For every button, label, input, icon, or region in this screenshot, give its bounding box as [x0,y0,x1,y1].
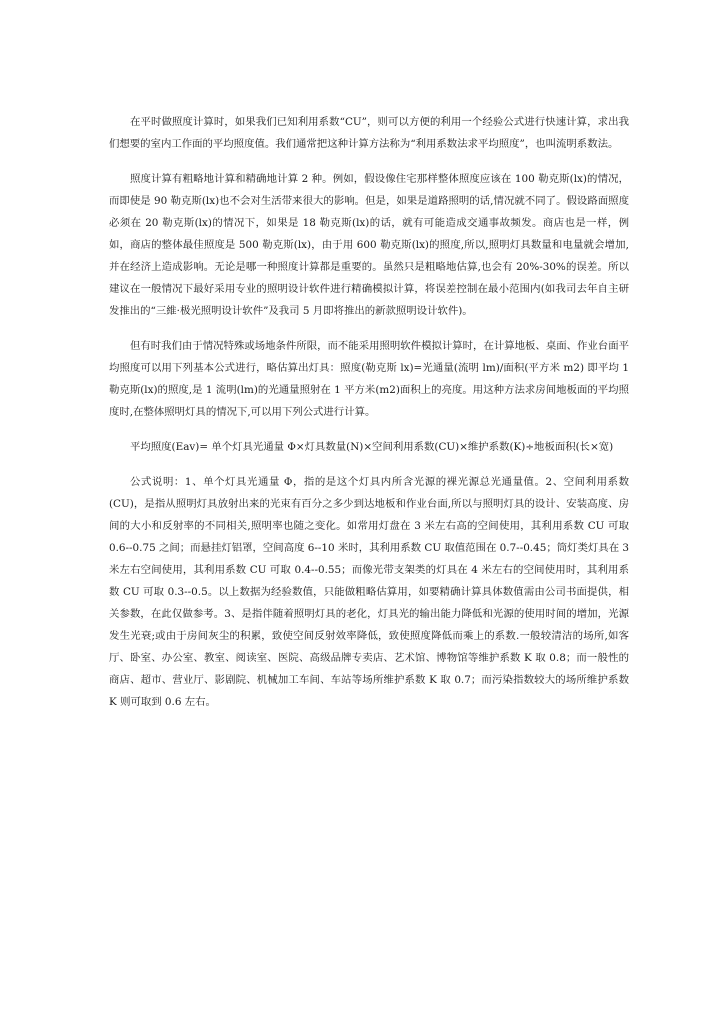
paragraph-average-illuminance-formula: 平均照度(Eav)= 单个灯具光通量 Φ×灯具数量(N)×空间利用系数(CU)×维护系数(K)÷地板面积(长×宽) [130,441,614,453]
paragraph-basic-formula: 但有时我们由于情况特殊或场地条件所限，而不能采用照明软件模拟计算时，在计算地板、桌面、作业台面平均照度可以用下列基本公式进行，略估算出灯具：照度(勒克斯 lx)=光通量(流明 lm)/面积(平方米 m2) 即平均 1 勒克斯(lx)的照度,是 1 流明(lm)的光通量照射在 1 平方米(m2)面积上的亮度。用这种方法求房间地板面的平均照度时,在整体照明灯具的情况下,可以用下列公式进行计算。 [109,340,629,418]
paragraph-formula-explanation: 公式说明：1、单个灯具光通量 Φ，指的是这个灯具内所含光源的裸光源总光通量值。2、空间利用系数(CU)，是指从照明灯具放射出来的光束有百分之多少到达地板和作业台面,所以与照明灯具的设计、安装高度、房间的大小和反射率的不同相关,照明率也随之变化。如常用灯盘在 3 米左右高的空间使用，其利用系数 CU 可取 0.6--0.75 之间；而悬挂灯铝罩，空间高度 6--10 米时，其利用系数 CU 取值范围在 0.7--0.45；筒灯类灯具在 3 米左右空间使用，其利用系数 CU 可取 0.4--0.55；而像光带支架类的灯具在 4 米左右的空间使用时，其利用系数 CU 可取 0.3--0.5。以上数据为经验数值，只能做粗略估算用，如要精确计算具体数值需由公司书面提供，相关参数，在此仅做参考。3、是指伴随着照明灯具的老化，灯具光的输出能力降低和光源的使用时间的增加，光源发生光衰;或由于房间灰尘的积累，致使空间反射效率降低，致使照度降低而乘上的系数.一般较清洁的场所,如客厅、卧室、办公室、教室、阅读室、医院、高级品牌专卖店、艺术馆、博物馆等维护系数 K 取 0.8；而一般性的商店、超市、营业厅、影剧院、机械加工车间、车站等场所维护系数 K 取 0.7；而污染指数较大的场所维护系数 K 则可取到 0.6 左右。 [109,476,629,708]
document-body [109,111,629,726]
paragraph-intro: 在平时做照度计算时，如果我们已知利用系数“CU”，则可以方便的利用一个经验公式进行快速计算，求出我们想要的室内工作面的平均照度值。我们通常把这种计算方法称为“利用系数法求平均照度”，也叫流明系数法。 [109,116,629,150]
paragraph-calculation-types: 照度计算有粗略地计算和精确地计算 2 种。例如，假设像住宅那样整体照度应该在 100 勒克斯(lx)的情况，而即使是 90 勒克斯(lx)也不会对生活带来很大的影响。但是，如果是道路照明的话,情况就不同了。假设路面照度必须在 20 勒克斯(lx)的情况下，如果是 18 勒克斯(lx)的话，就有可能造成交通事故频发。商店也是一样，例如，商店的整体最佳照度是 500 勒克斯(lx)，由于用 600 勒克斯(lx)的照度,所以,照明灯具数量和电量就会增加,并在经济上造成影响。无论是哪一种照度计算都是重要的。虽然只是粗略地估算,也会有 20%-30%的误差。所以建议在一般情况下最好采用专业的照明设计软件进行精确模拟计算，将误差控制在最小范围内(如我司去年自主研发推出的“三維·极光照明设计软件”及我司 5 月即将推出的新款照明设计软件)。 [109,173,629,317]
